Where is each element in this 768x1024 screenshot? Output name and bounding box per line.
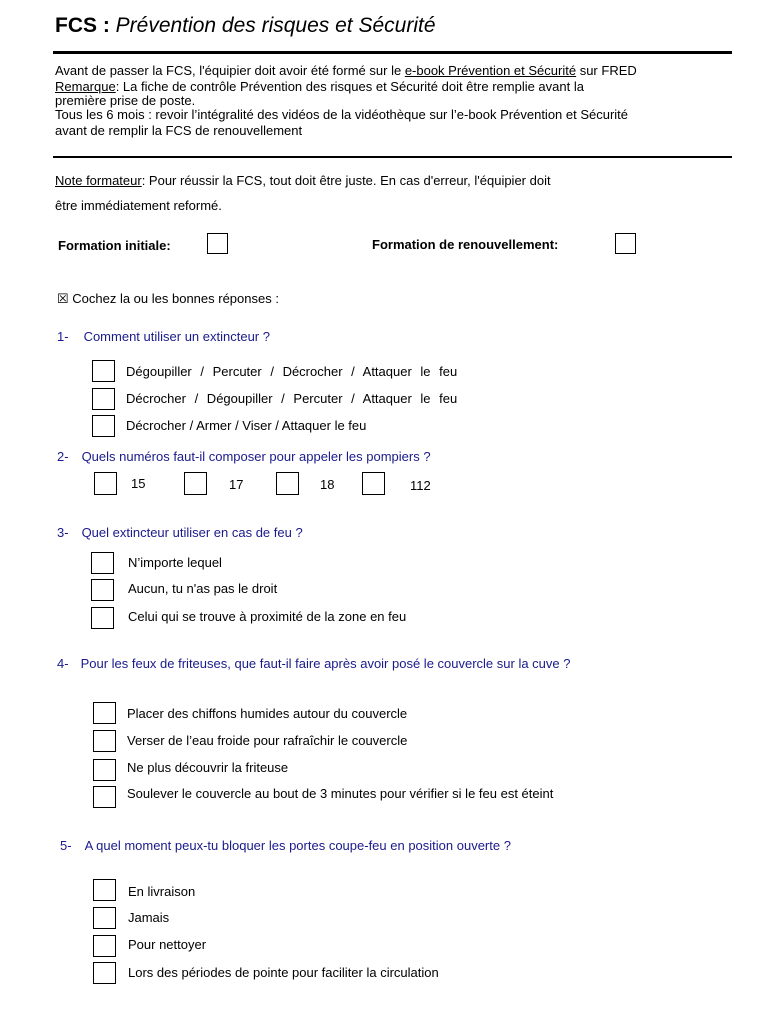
q3-option-3-checkbox[interactable]: [91, 607, 114, 629]
q5-option-1-label: En livraison: [128, 884, 196, 899]
intro-section: [55, 63, 735, 138]
trainer-note: [55, 168, 675, 218]
q2-option-18-label: 18: [320, 477, 335, 492]
q1-option-2-checkbox[interactable]: [92, 388, 115, 410]
intro-line1: [55, 63, 735, 79]
q4-option-3-checkbox[interactable]: [93, 759, 116, 781]
q5-option-4-checkbox[interactable]: [93, 962, 116, 984]
q2-option-17-label: 17: [229, 477, 244, 492]
question-3-text: Quel extincteur utiliser en cas de feu ?: [81, 525, 303, 540]
remark-line2: première prise de poste.: [55, 93, 196, 108]
q1-option-3-checkbox[interactable]: [92, 415, 115, 437]
ebook-link[interactable]: e-book Prévention et Sécurité: [404, 63, 577, 78]
title-fcs: FCS: [55, 14, 97, 37]
q1-option-1-label: Dégoupiller / Percuter / Décrocher / Attaquer le feu: [126, 364, 458, 379]
q5-option-4-label: Lors des périodes de pointe pour faciliter la circulation: [128, 965, 439, 980]
trainer-note-label: Note formateur: [55, 173, 142, 188]
question-4-number: 4-: [57, 656, 69, 671]
question-3: [57, 525, 303, 540]
intro-line1-pre: Avant de passer la FCS, l'équipier doit avoir été formé sur le: [55, 63, 405, 78]
title-separator: :: [97, 14, 116, 37]
q2-option-112-checkbox[interactable]: [362, 472, 385, 495]
question-2: [57, 449, 431, 464]
formation-initial-checkbox[interactable]: [207, 233, 228, 254]
six-months-line1: Tous les 6 mois : revoir l’intégralité des vidéos de la vidéothèque sur l’e-book Prévention et Sécurité: [55, 107, 629, 122]
q5-option-2-checkbox[interactable]: [93, 907, 116, 929]
q4-option-4-checkbox[interactable]: [93, 786, 116, 808]
q2-option-15-checkbox[interactable]: [94, 472, 117, 495]
q5-option-2-label: Jamais: [128, 910, 170, 925]
question-5-text: A quel moment peux-tu bloquer les portes coupe-feu en position ouverte ?: [84, 838, 511, 853]
q3-option-2-checkbox[interactable]: [91, 579, 114, 601]
question-2-text: Quels numéros faut-il composer pour appeler les pompiers ?: [81, 449, 431, 464]
q2-option-18-checkbox[interactable]: [276, 472, 299, 495]
q3-option-1-label: N’importe lequel: [128, 555, 222, 570]
intro-divider: [53, 156, 732, 158]
question-3-number: 3-: [57, 525, 69, 540]
remark-text: : La fiche de contrôle Prévention des risques et Sécurité doit être remplie avant la: [115, 78, 584, 94]
remark-line: [55, 79, 735, 95]
q1-option-3-label: Décrocher / Armer / Viser / Attaquer le feu: [126, 418, 367, 433]
question-5: [60, 838, 511, 853]
title-subtitle: Prévention des risques et Sécurité: [115, 14, 436, 37]
question-2-number: 2-: [57, 449, 69, 464]
q4-option-4-label: Soulever le couvercle au bout de 3 minutes pour vérifier si le feu est éteint: [127, 786, 554, 801]
question-1-number: 1-: [57, 329, 69, 344]
header-divider: [53, 51, 732, 54]
q1-option-2-label: Décrocher / Dégoupiller / Percuter / Attaquer le feu: [126, 391, 458, 406]
q1-option-1-checkbox[interactable]: [92, 360, 115, 382]
q4-option-1-label: Placer des chiffons humides autour du couvercle: [127, 706, 408, 721]
q4-option-3-label: Ne plus découvrir la friteuse: [127, 760, 289, 775]
q3-option-1-checkbox[interactable]: [91, 552, 114, 574]
q5-option-3-checkbox[interactable]: [93, 935, 116, 957]
q4-option-1-checkbox[interactable]: [93, 702, 116, 724]
formation-renewal-label: Formation de renouvellement:: [372, 237, 559, 252]
q4-option-2-checkbox[interactable]: [93, 730, 116, 752]
formation-initial-label: Formation initiale:: [58, 238, 171, 253]
q4-option-2-label: Verser de l’eau froide pour rafraîchir le couvercle: [127, 733, 408, 748]
question-1: [57, 329, 270, 344]
instruction-text: ☒ Cochez la ou les bonnes réponses :: [57, 291, 279, 306]
question-1-text: Comment utiliser un extincteur ?: [83, 329, 270, 344]
six-months-line2: avant de remplir la FCS de renouvellement: [55, 122, 303, 138]
q5-option-1-checkbox[interactable]: [93, 879, 116, 901]
q5-option-3-label: Pour nettoyer: [128, 937, 207, 952]
q3-option-3-label: Celui qui se trouve à proximité de la zone en feu: [128, 609, 407, 624]
intro-line1-post: sur FRED: [576, 63, 637, 78]
remark-label: Remarque: [55, 78, 116, 94]
trainer-note-text1: : Pour réussir la FCS, tout doit être juste. En cas d'erreur, l'équipier doit: [141, 173, 551, 188]
question-4-text: Pour les feux de friteuses, que faut-il faire après avoir posé le couvercle sur la cuve ?: [80, 656, 571, 671]
question-4: [57, 656, 570, 671]
q2-option-17-checkbox[interactable]: [184, 472, 207, 495]
trainer-note-line1: [55, 168, 675, 193]
q2-option-112-label: 112: [410, 478, 431, 493]
q3-option-2-label: Aucun, tu n'as pas le droit: [128, 581, 278, 596]
trainer-note-line2: être immédiatement reformé.: [55, 198, 222, 213]
page-title: [55, 14, 436, 38]
q2-option-15-label: 15: [131, 476, 146, 491]
question-5-number: 5-: [60, 838, 72, 853]
formation-renewal-checkbox[interactable]: [615, 233, 636, 254]
